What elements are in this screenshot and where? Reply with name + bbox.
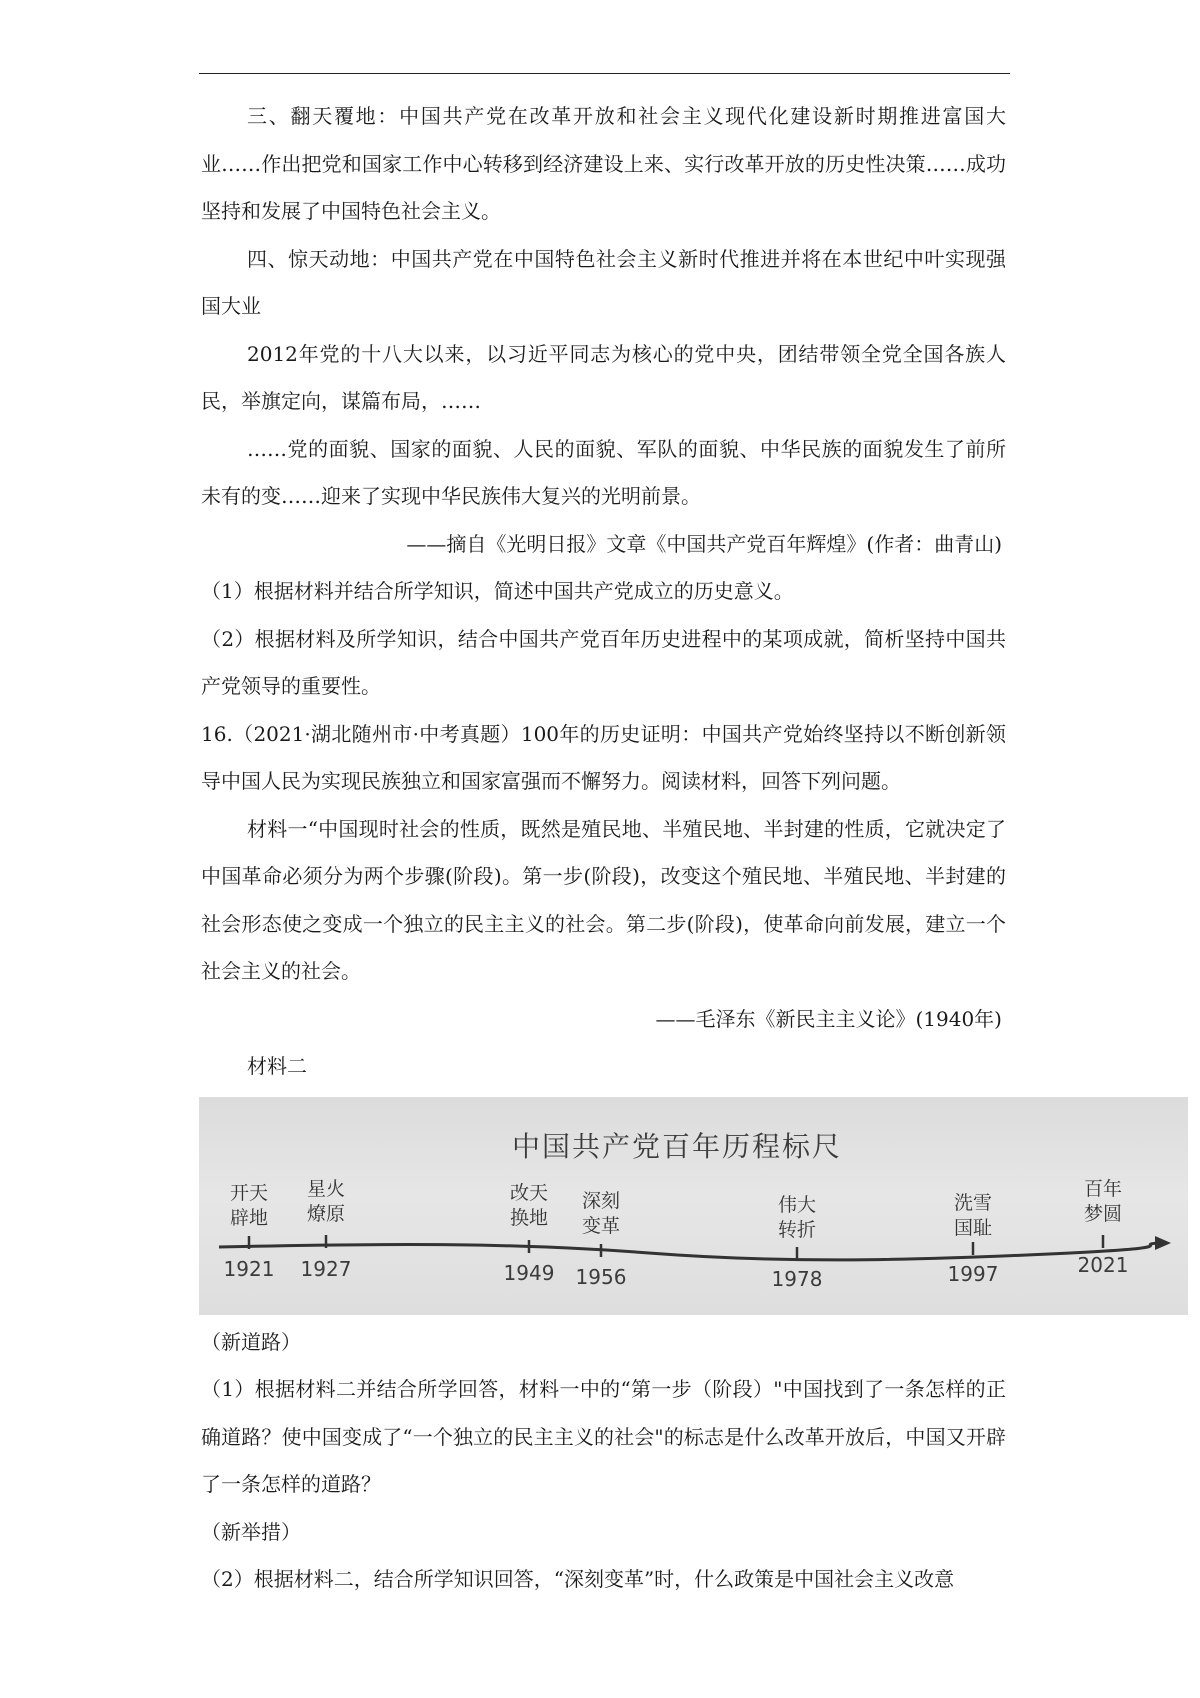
subheading-new-measure: （新举措） bbox=[201, 1519, 301, 1544]
timeline-label-1956: 深刻 变革 bbox=[581, 1189, 620, 1237]
timeline-label-1997: 洗雪 国耻 bbox=[953, 1191, 992, 1239]
timeline-label-1949: 改天 换地 bbox=[509, 1181, 548, 1229]
subheading-new-road: （新道路） bbox=[201, 1329, 301, 1354]
timeline-year-1956: 1956 bbox=[575, 1264, 627, 1289]
timeline-label-1921: 开天 辟地 bbox=[229, 1181, 268, 1229]
material-one: 材料一“中国现时社会的性质，既然是殖民地、半殖民地、半封建的性质，它就决定了中国革命必须分为两个步骤(阶段)。第一步(阶段)，改变这个殖民地、半殖民地、半封建的社会形态使之变成一个独立的民主主义的社会。第二步(阶段)，使革命向前发展，建立一个社会主义的社会。 bbox=[201, 816, 1006, 983]
timeline-year-2021: 2021 bbox=[1077, 1252, 1129, 1277]
timeline-image bbox=[199, 1097, 1188, 1315]
timeline-title: 中国共产党百年历程标尺 bbox=[511, 1129, 842, 1163]
timeline-year-1978: 1978 bbox=[771, 1266, 823, 1291]
question-16-1: （1）根据材料二并结合所学回答，材料一中的“第一步（阶段）"中国找到了一条怎样的正确道路？使中国变成了“一个独立的民主主义的社会"的标志是什么改革开放后，中国又开辟了一条怎样的道路？ bbox=[201, 1377, 1006, 1496]
material-two-label: 材料二 bbox=[247, 1054, 307, 1078]
paragraph-2012: 2012年党的十八大以来，以习近平同志为核心的党中央，团结带领全党全国各族人民，举旗定向，谋篇布局，…… bbox=[201, 341, 1006, 413]
question-15-1: （1）根据材料并结合所学知识，简述中国共产党成立的历史意义。 bbox=[201, 579, 794, 603]
document-body bbox=[201, 93, 1129, 1604]
timeline-label-1927: 星火 燎原 bbox=[306, 1177, 345, 1225]
question-16-2: （2）根据材料二，结合所学知识回答，“深刻变革”时，什么政策是中国社会主义改意 bbox=[201, 1567, 955, 1591]
question-16-intro: 16.（2021·湖北随州市·中考真题）100年的历史证明：中国共产党始终坚持以不断创新领导中国人民为实现民族独立和国家富强而不懈努力。阅读材料，回答下列问题。 bbox=[201, 721, 1006, 793]
paragraph-section-four: 四、惊天动地：中国共产党在中国特色社会主义新时代推进并将在本世纪中叶实现强国大业 bbox=[201, 246, 1006, 318]
source-citation-guangming: ——摘自《光明日报》文章《中国共产党百年辉煌》(作者：曲青山) bbox=[406, 531, 1002, 556]
paragraph-section-three: 三、翻天覆地：中国共产党在改革开放和社会主义现代化建设新时期推进富国大业……作出把党和国家工作中心转移到经济建设上来、实行改革开放的历史性决策……成功坚持和发展了中国特色社会主义。 bbox=[201, 104, 1006, 223]
question-15-2: （2）根据材料及所学知识，结合中国共产党百年历史进程中的某项成就，简析坚持中国共产党领导的重要性。 bbox=[201, 626, 1006, 698]
timeline-year-1997: 1997 bbox=[947, 1261, 999, 1286]
header-rule bbox=[199, 73, 1010, 74]
timeline-year-1949: 1949 bbox=[503, 1260, 555, 1285]
timeline-label-1978: 伟大 转折 bbox=[777, 1193, 816, 1241]
source-citation-mao: ——毛泽东《新民主主义论》(1940年) bbox=[655, 1006, 1002, 1031]
timeline-year-1921: 1921 bbox=[223, 1256, 275, 1281]
paragraph-new-look: ……党的面貌、国家的面貌、人民的面貌、军队的面貌、中华民族的面貌发生了前所未有的变……迎来了实现中华民族伟大复兴的光明前景。 bbox=[201, 436, 1006, 508]
timeline-label-2021: 百年 梦圆 bbox=[1083, 1177, 1122, 1225]
timeline-year-1927: 1927 bbox=[300, 1256, 352, 1281]
